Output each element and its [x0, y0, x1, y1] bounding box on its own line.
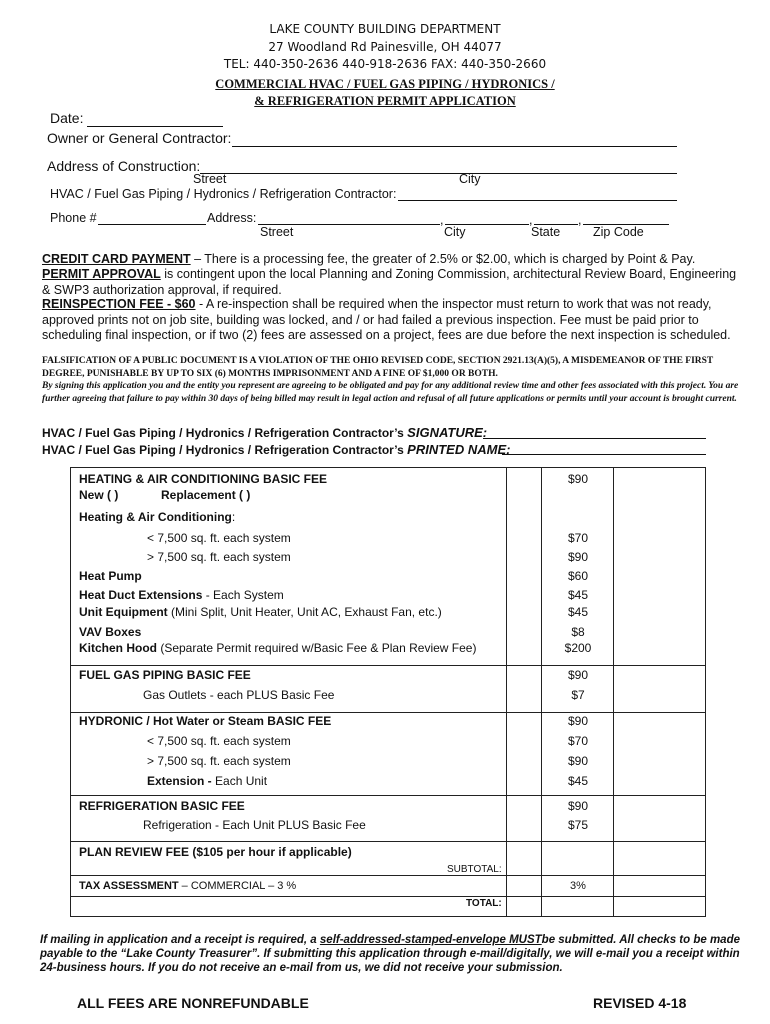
hydronic-large-system: > 7,500 sq. ft. each system: [147, 754, 291, 768]
form-title-line1: COMMERCIAL HVAC / FUEL GAS PIPING / HYDRONICS /: [215, 77, 555, 91]
contractor-field[interactable]: [398, 200, 677, 201]
kitchen-hood-label: Kitchen Hood (Separate Permit required w/Basic Fee & Plan Review Fee): [79, 641, 477, 655]
tax-assessment-label: TAX ASSESSMENT – COMMERCIAL – 3 %: [79, 880, 297, 892]
total-label: TOTAL:: [466, 898, 502, 909]
fuel-gas-basic-fee-label: FUEL GAS PIPING BASIC FEE: [79, 668, 251, 682]
contractor-label: HVAC / Fuel Gas Piping / Hydronics / Refrigeration Contractor:: [50, 187, 397, 201]
heat-pump-fee: $60: [567, 569, 589, 583]
vav-boxes-label: VAV Boxes: [79, 625, 142, 639]
form-title-line2: & REFRIGERATION PERMIT APPLICATION: [254, 94, 516, 108]
fee-table: [70, 467, 706, 917]
signature-field[interactable]: [483, 438, 706, 439]
department-name: LAKE COUNTY BUILDING DEPARTMENT: [269, 22, 501, 36]
refrigeration-basic-fee-label: REFRIGERATION BASIC FEE: [79, 799, 245, 813]
street-caption-2: Street: [260, 225, 294, 239]
revision-label: REVISED 4-18: [593, 995, 687, 1011]
heat-pump-label: Heat Pump: [79, 569, 142, 583]
heating-ac-label: Heating & Air Conditioning:: [79, 510, 236, 524]
fuel-gas-basic-fee-amount: $90: [567, 668, 589, 682]
date-field[interactable]: [87, 126, 223, 127]
nonrefundable-notice: ALL FEES ARE NONREFUNDABLE: [77, 995, 309, 1011]
replacement-checkbox-label[interactable]: Replacement ( ): [161, 488, 251, 502]
gas-outlets-label: Gas Outlets - each PLUS Basic Fee: [143, 688, 335, 702]
printed-name-label: HVAC / Fuel Gas Piping / Hydronics / Refrigeration Contractor’s PRINTED NAME:: [42, 442, 511, 457]
hac-small-fee: $70: [567, 531, 589, 545]
tax-assessment-rate: 3%: [570, 880, 586, 892]
refrigeration-unit-label: Refrigeration - Each Unit PLUS Basic Fee: [143, 818, 366, 832]
phone-field[interactable]: [98, 224, 206, 225]
department-address: 27 Woodland Rd Painesville, OH 44077: [268, 40, 502, 54]
zip-caption: Zip Code: [593, 225, 644, 239]
billing-agreement: By signing this application you and the entity you represent are agreeing to be obligated and pay for any additional review time and other fees associated with this project. You are further agreeing that failure to pay within 30 days of being billed may result in legal action and refusal of all future applications or permits until your account is brought current.: [42, 381, 739, 404]
hydronic-small-fee: $70: [567, 734, 589, 748]
duct-extensions-fee: $45: [567, 588, 589, 602]
hac-large-fee: $90: [567, 550, 589, 564]
city-caption-2: City: [444, 225, 466, 239]
kitchen-hood-fee: $200: [564, 641, 592, 655]
printed-name-field[interactable]: [502, 454, 706, 455]
hac-large-system: > 7,500 sq. ft. each system: [147, 550, 291, 564]
falsification-warning: FALSIFICATION OF A PUBLIC DOCUMENT IS A VIOLATION OF THE OHIO REVISED CODE, SECTION 2921.13(A)(5), A MISDEMEANOR OF THE FIRST DEGREE, PUNISHABLE BY UP TO SIX (6) MONTHS IMPRISONMENT AND A FINE OF $1,000 OR BOTH.: [42, 356, 714, 379]
owner-label: Owner or General Contractor:: [47, 130, 232, 146]
signature-label: HVAC / Fuel Gas Piping / Hydronics / Refrigeration Contractor’s SIGNATURE:: [42, 425, 488, 440]
owner-field[interactable]: [232, 146, 677, 147]
mailing-notice: If mailing in application and a receipt is required, a self-addressed-stamped-envelope MUSTbe submitted. All checks to be made payable to the “Lake County Treasurer”. If submitting this application through e-mail/digitally, we will e-mail you a receipt within 24-business hours. If you do not receive an e-mail from us, we did not receive your submission.: [40, 934, 740, 974]
refrigeration-unit-fee: $75: [567, 818, 589, 832]
unit-equipment-label: Unit Equipment (Mini Split, Unit Heater, Unit AC, Exhaust Fan, etc.): [79, 605, 442, 619]
hac-small-system: < 7,500 sq. ft. each system: [147, 531, 291, 545]
hydronic-extension-fee: $45: [567, 774, 589, 788]
gas-outlets-fee: $7: [571, 688, 585, 702]
credit-card-note: CREDIT CARD PAYMENT – There is a processing fee, the greater of 2.5% or $2.00, which is charged by Point & Pay.: [42, 252, 696, 266]
hydronic-small-system: < 7,500 sq. ft. each system: [147, 734, 291, 748]
date-label: Date:: [50, 110, 84, 126]
hydronic-basic-fee-amount: $90: [567, 714, 589, 728]
heating-basic-fee-label: HEATING & AIR CONDITIONING BASIC FEE: [79, 472, 328, 486]
vav-boxes-fee: $8: [571, 625, 585, 639]
department-phones: TEL: 440-350-2636 440-918-2636 FAX: 440-350-2660: [223, 57, 547, 71]
construction-address-field[interactable]: [200, 173, 677, 174]
heating-basic-fee-amount: $90: [567, 472, 589, 486]
contractor-address-label: Address:: [207, 211, 257, 225]
phone-label: Phone #: [50, 211, 97, 225]
refrigeration-basic-fee-amount: $90: [567, 799, 589, 813]
state-caption: State: [531, 225, 561, 239]
hydronic-extension-label: Extension - Each Unit: [147, 774, 268, 788]
unit-equipment-fee: $45: [567, 605, 589, 619]
subtotal-label: SUBTOTAL:: [447, 864, 502, 875]
city-caption: City: [459, 172, 481, 186]
permit-approval-note: PERMIT APPROVAL is contingent upon the local Planning and Zoning Commission, architectural Review Board, Engineering & SWP3 authorization approval, if required.: [42, 267, 737, 297]
hydronic-large-fee: $90: [567, 754, 589, 768]
reinspection-fee-note: REINSPECTION FEE - $60 - A re-inspection shall be required when the inspector must return to work that was not ready, approved prints not on job site, building was locked, and / or had failed a previous inspection. Fee must be paid prior to scheduling final inspection, or if two (2) fees are assessed on a project, fees are due before the next inspection is scheduled.: [42, 297, 731, 342]
plan-review-fee-label: PLAN REVIEW FEE ($105 per hour if applicable): [79, 845, 352, 859]
duct-extensions-label: Heat Duct Extensions - Each System: [79, 588, 284, 602]
construction-address-label: Address of Construction:: [47, 158, 201, 174]
new-checkbox-label[interactable]: New ( ): [79, 488, 119, 502]
hydronic-basic-fee-label: HYDRONIC / Hot Water or Steam BASIC FEE: [79, 714, 332, 728]
street-caption: Street: [193, 172, 227, 186]
